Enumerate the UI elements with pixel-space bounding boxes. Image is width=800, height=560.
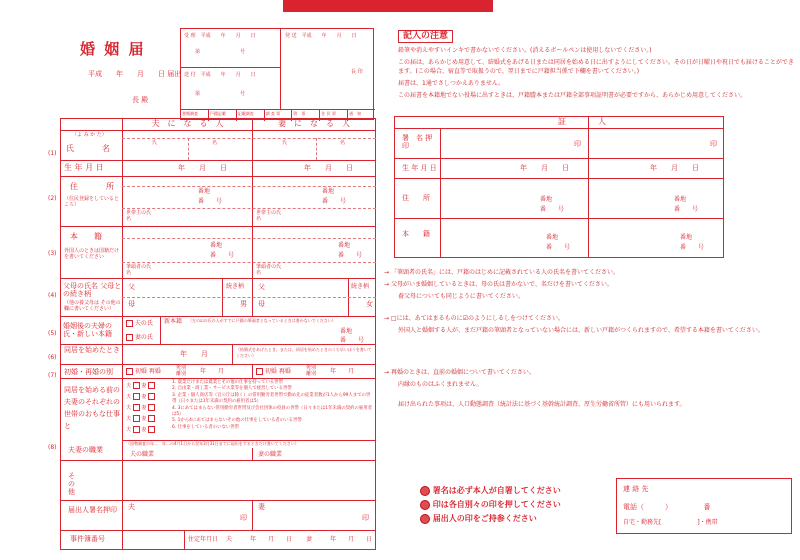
address-label: 住 所 (70, 182, 118, 191)
wife-birth: 年 月 日 (304, 164, 353, 172)
job-item: 3. 企業・個人商店等（官公庁は除く）の常用勤労者世帯で勤め先の従業者数が1人から99人までの世帯（日々または1年未満の契約の雇用者は5） (172, 392, 371, 405)
wife-sign-prefix: 妻 (258, 503, 265, 511)
husband-given-name: 名 (212, 140, 218, 146)
arrow-note: 養父母についても同じように書いてください。 (398, 293, 524, 300)
husband-birth: 年 月 日 (178, 164, 227, 172)
wife-relation: 続き柄 (351, 283, 370, 290)
husband-relation: 続き柄 (226, 283, 245, 290)
row-number: (5) (48, 330, 57, 337)
check-col: 記載調査 (237, 110, 265, 121)
new-honseki-note: （左の☑の氏の人がすでに戸籍の筆頭者となっているときは書かないでください） (188, 318, 336, 323)
reminders (420, 484, 610, 526)
wife-given-name: 名 (340, 140, 346, 146)
wife-seal: 印 (362, 514, 369, 522)
top-tab (283, 0, 493, 12)
husband-male: 男 (240, 300, 247, 308)
wife-job: 妻の職業 (258, 451, 283, 458)
residence-date-label: 住定年月日 (188, 536, 219, 543)
husband-header: 夫 に な る 人 (151, 119, 224, 128)
wife-female: 女 (366, 300, 373, 308)
witness1-ban: 番 号 (540, 206, 565, 213)
residence-husband: 夫 年 月 日 (226, 536, 293, 543)
check-col: 調 査 票 (265, 110, 293, 121)
note-line: この届は、あらかじめ用意して、結婚式をあげる日または同居を始める日に出すようにしてください。その日が日曜日や祝日でも届けることができます。(この場合、宿直等で取扱うので、翌日までに戸籍担当係で下欄を書いてください。) (398, 59, 794, 75)
contact-type: 自宅・勤務先[ ]・携帯 (623, 519, 718, 526)
occ-husband-box[interactable]: 夫 妻 (126, 382, 155, 389)
new-honseki-ban: 番 号 (340, 337, 365, 344)
wife-family-name: 氏 (282, 140, 288, 146)
row-number: (3) (48, 250, 57, 257)
check-col: 戸籍記載 (209, 110, 237, 121)
occ-husband-box[interactable]: 夫 妻 (126, 404, 155, 411)
row-number: (2) (48, 195, 57, 202)
wife-remarriage-date: 年 月 (330, 368, 355, 375)
wife-household-head: 世帯主の氏名 (256, 210, 282, 222)
wife-honseki-ban: 番 号 (338, 252, 363, 259)
check-col: 附 票 (292, 110, 320, 121)
arrow-note: 届け出られた事項は、人口動態調査（統計法に基づく基幹統計調査、厚生労働省所管）にも用いられます。 (398, 401, 686, 408)
reminder-item: 届出人の印をご持参ください (420, 512, 610, 526)
note-line: 届書は、1通でさしつかえありません。 (398, 80, 505, 87)
received-date: 受 理 平成 年 月 日 (184, 33, 256, 39)
birth-label: 生 年 月 日 (64, 163, 104, 172)
new-honseki-banchi: 番地 (340, 328, 353, 335)
witness1-honseki-ban: 番 号 (546, 244, 571, 251)
occ-husband-box[interactable]: 夫 妻 (126, 393, 155, 400)
witness2-seal: 印 (710, 140, 717, 148)
witness2-honseki-ban: 番 号 (680, 244, 705, 251)
witness-sign-label: 署 名 押 印 (402, 134, 440, 150)
witness1-seal: 印 (574, 140, 581, 148)
arrow-note: → 「筆頭者の氏名」には、戸籍のはじめに記載されている人の氏名を書いてください。 (384, 269, 619, 276)
wife-surname-option[interactable]: 妻の氏 (126, 334, 153, 341)
husband-ban: 番 号 (198, 198, 223, 205)
check-col: 通 知 (349, 111, 362, 116)
after-marriage-label: 婚姻後の夫婦の氏・新しい本籍 (63, 322, 112, 338)
occupation-label: 同居を始める前の夫妻のそれぞれの世帯のおもな仕事と (64, 386, 120, 430)
contact-title: 連 絡 先 (623, 485, 649, 493)
row-number: (7) (48, 372, 57, 379)
address-note: （住民登録をしているところ） (64, 196, 120, 208)
honseki-note: 外国人のときは国籍だけを書いてください (64, 248, 120, 260)
date-line: 平成 年 月 日 届出 (88, 70, 182, 78)
residence-wife: 妻 年 月 日 (306, 536, 373, 543)
note-line: この届書を本籍地でない役場に出すときは、戸籍謄本または戸籍全部事項証明書が必要ですから、あらかじめ用意してください。 (398, 92, 747, 99)
husband-family-name: 氏 (152, 140, 158, 146)
witness-honseki-label: 本 籍 (402, 230, 430, 238)
reminder-item: 印は各自別々の印を押してください (420, 498, 610, 512)
parents-label: 父母の氏名 父母との続き柄 (63, 282, 122, 298)
wife-header: 妻 に な る 人 (278, 119, 350, 128)
incident-label: 事件簿番号 (70, 535, 105, 543)
reminder-item: 署名は必ず本人が自署してください (420, 484, 610, 498)
wife-honseki-banchi: 番地 (338, 242, 351, 249)
witness2-honseki-banchi: 番地 (680, 234, 693, 241)
row-number: (1) (48, 150, 57, 157)
issue-date: 発 送 平成 年 月 日 (285, 33, 357, 39)
wife-remarriage-type[interactable]: 死別 離別 (306, 365, 317, 377)
census-note: （国勢調査の年… 年…の4月1日から翌年3月31日までに届出をするときだけ書いてください） (126, 441, 299, 446)
occ-husband-box[interactable]: 夫 妻 (126, 415, 155, 422)
job-list (172, 380, 374, 431)
chief-seal: 長 印 (351, 69, 363, 75)
other-label: そ の 他 (68, 472, 75, 496)
job-item: 2. 自由業・商工業・サービス業等を個人で経営している世帯 (172, 386, 292, 392)
arrow-note: → 父母がいま婚姻しているときは、母の氏は書かないで、名だけを書いてください。 (384, 281, 613, 288)
husband-surname-option[interactable]: 夫の氏 (126, 320, 153, 327)
wife-mother: 母 (258, 300, 265, 308)
bullet-icon (420, 500, 430, 510)
job-item: 5. 1から4にあてはまらないその他の仕事をしている者のいる世帯 (172, 418, 302, 424)
husband-first-option[interactable]: 初婚 再婚 (126, 368, 161, 375)
wife-ban: 番 号 (322, 198, 347, 205)
witness2-ban: 番 号 (674, 206, 699, 213)
sent-number: 第 号 (195, 91, 246, 97)
occ-husband-box[interactable]: 夫 妻 (126, 426, 155, 433)
check-col: 書類調査 (181, 110, 209, 121)
husband-mother: 母 (128, 300, 135, 308)
wife-first-option[interactable]: 初婚 再婚 (256, 368, 291, 375)
received-number: 第 号 (195, 49, 246, 55)
witness-address-label: 住 所 (402, 194, 430, 202)
wife-hittousha: 筆頭者の氏名 (256, 264, 282, 276)
witness1-honseki-banchi: 番地 (546, 234, 559, 241)
witness-header: 証 人 (558, 117, 606, 126)
sign-label: 届出人署名押印 (68, 506, 117, 514)
contact-box (616, 478, 792, 534)
husband-father: 父 (128, 283, 135, 291)
row-number: (4) (48, 292, 57, 299)
witness-table (394, 116, 724, 258)
spouse-job-label: 夫妻の職業 (68, 446, 103, 454)
to-line: 長 殿 (132, 96, 149, 104)
witness2-birth: 年 月 日 (650, 164, 699, 172)
husband-remarriage-date: 年 月 (200, 368, 225, 375)
new-honseki-label: 新本籍 (164, 318, 183, 325)
sent-date: 送 付 平成 年 月 日 (184, 72, 256, 78)
yomikata-label: （よ み か た） (72, 132, 107, 138)
husband-hittousha: 筆頭者の氏名 (126, 264, 152, 276)
wife-banchi: 番地 (322, 188, 335, 195)
job-item: 4. 3にあてはまらない常用勤労者世帯及び会社団体の役員の世帯（日々または1年未満の契約の雇用者は5） (172, 405, 372, 418)
job-item: 1. 農業だけまたは農業とその他の仕事を持っている世帯 (172, 380, 283, 385)
office-box (180, 28, 374, 120)
note-line: 鉛筆や消えやすいインキで書かないでください。(消えるボールペンは使用しないでください。) (398, 47, 652, 54)
honseki-label: 本 籍 (70, 232, 106, 241)
witness-birth-label: 生 年 月 日 (402, 164, 437, 172)
bullet-icon (420, 486, 430, 496)
first-marriage-label: 初婚・再婚の別 (64, 368, 113, 376)
arrow-note: → □には、あてはまるものに☑のようにしるしをつけてください。 (384, 315, 564, 322)
husband-banchi: 番地 (198, 188, 211, 195)
row-number: (8) (48, 444, 57, 451)
witness1-birth: 年 月 日 (520, 164, 569, 172)
row-number: (6) (48, 354, 57, 361)
arrow-note: 外国人と婚姻する人が、まだ戸籍の筆頭者となっていない場合には、新しい戸籍がつくられますので、希望する本籍を書いてください。 (398, 327, 764, 334)
form-title: 婚 姻 届 (80, 40, 146, 58)
husband-remarriage-type[interactable]: 死別 離別 (176, 365, 187, 377)
name-label: 氏 名 (66, 144, 114, 153)
husband-honseki-ban: 番 号 (210, 252, 235, 259)
husband-honseki-banchi: 番地 (210, 242, 223, 249)
arrow-note: 内縁のものはふくまれません。 (398, 381, 483, 388)
husband-household-head: 世帯主の氏名 (126, 210, 152, 222)
parents-note: （他の養父母は その他の欄に書いてください） (64, 300, 121, 312)
arrow-note: → 再婚のときは、直前の婚姻について書いてください。 (384, 369, 535, 376)
husband-sign-prefix: 夫 (128, 503, 135, 511)
check-col: 住 民 票 (320, 110, 348, 121)
job-item: 6. 仕事をしている者のいない世帯 (172, 424, 240, 430)
notes-title: 記入の注意 (398, 30, 453, 43)
bullet-icon (420, 514, 430, 524)
cohab-note: （結婚式をあげたとき、または、同居を始めたときのうち早いほうを書いてください） (236, 347, 372, 358)
wife-father: 父 (258, 283, 265, 291)
cohab-value: 年 月 (180, 350, 208, 358)
witness1-banchi: 番地 (540, 196, 553, 203)
cohab-label: 同居を始めたとき (64, 346, 120, 354)
contact-phone: 電話（ ） 番 (623, 503, 711, 511)
husband-job: 夫の職業 (130, 451, 155, 458)
notes-list (398, 46, 794, 100)
witness2-banchi: 番地 (674, 196, 687, 203)
husband-seal: 印 (240, 514, 247, 522)
